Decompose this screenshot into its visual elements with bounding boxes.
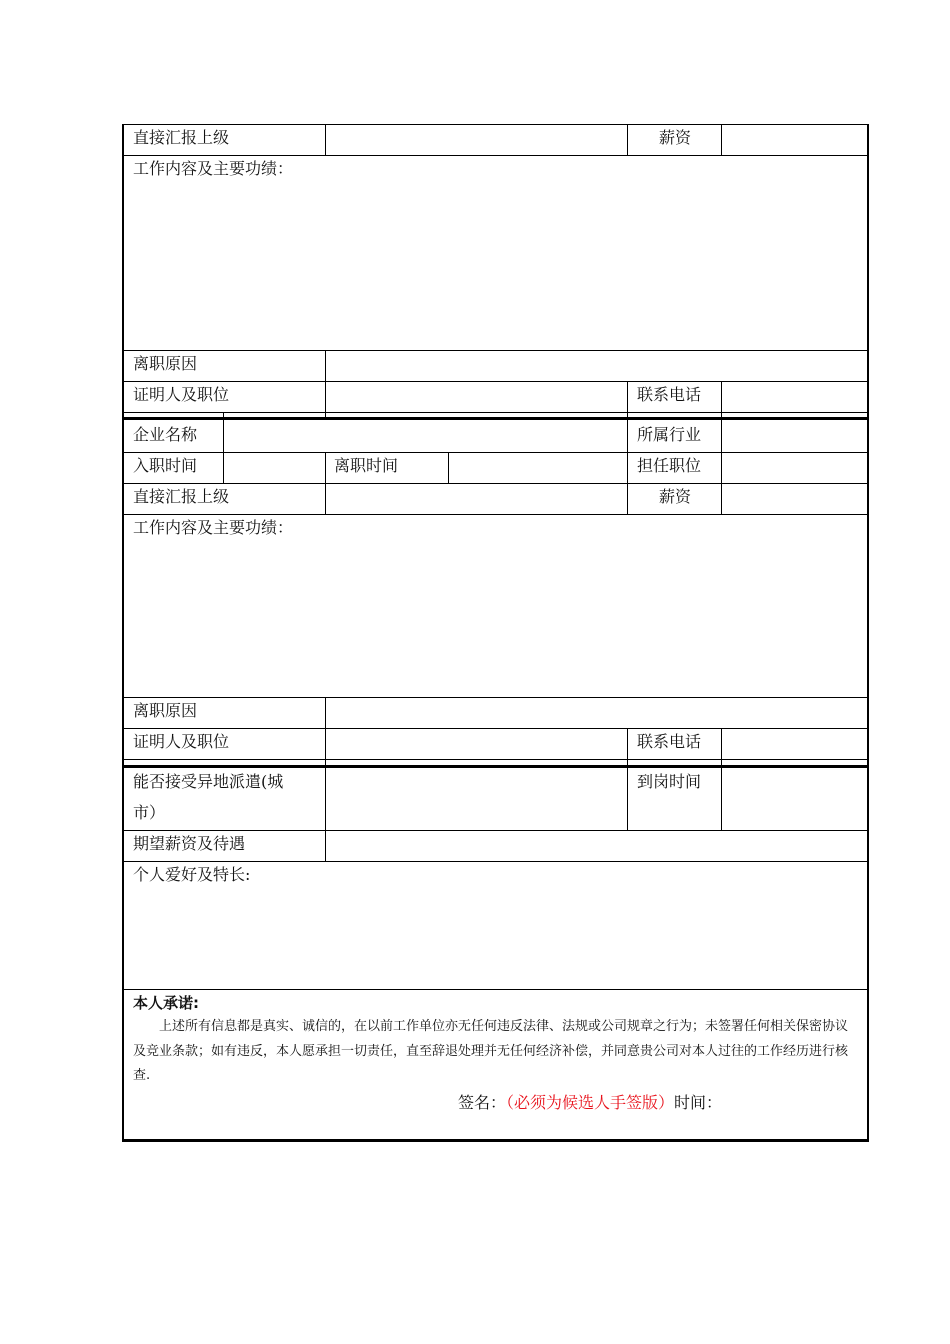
salary-label: 薪资 <box>659 128 692 147</box>
border-top <box>122 124 869 125</box>
contact-phone-label: 联系电话 <box>637 385 702 404</box>
relocation-label: 能否接受异地派遣(城 <box>133 772 284 791</box>
col-line <box>448 452 449 483</box>
row-line <box>122 483 869 484</box>
col-line <box>627 124 628 155</box>
section-divider-thick <box>122 417 869 420</box>
contact-phone-label: 联系电话 <box>637 732 702 751</box>
col-line <box>223 412 224 420</box>
row-line <box>122 381 869 382</box>
work-content-label: 工作内容及主要功绩： <box>133 518 294 537</box>
commitment-title: 本人承诺: <box>133 994 199 1012</box>
time-label: 时间： <box>674 1093 723 1112</box>
row-line <box>122 350 869 351</box>
col-line <box>325 452 326 514</box>
col-line <box>627 381 628 420</box>
col-line <box>325 350 326 420</box>
col-line <box>325 697 326 768</box>
expected-salary-label: 期望薪资及待遇 <box>133 834 246 853</box>
row-line <box>122 861 869 862</box>
row-line <box>122 155 869 156</box>
section-divider <box>122 759 869 760</box>
border-bottom <box>122 1139 869 1142</box>
start-time-label: 入职时间 <box>133 456 198 475</box>
company-name-label: 企业名称 <box>133 425 198 444</box>
reference-label: 证明人及职位 <box>133 385 230 404</box>
col-line <box>325 768 326 861</box>
border-right <box>867 124 869 1142</box>
leave-reason-label: 离职原因 <box>133 354 198 373</box>
leave-time-label: 离职时间 <box>334 456 399 475</box>
col-line <box>721 381 722 420</box>
leave-reason-label: 离职原因 <box>133 701 198 720</box>
border-left <box>122 124 124 1142</box>
work-content-label: 工作内容及主要功绩： <box>133 159 294 178</box>
section-divider <box>122 412 869 413</box>
col-line <box>627 728 628 768</box>
col-line <box>325 124 326 155</box>
commitment-text: 上述所有信息都是真实、诚信的，在以前工作单位亦无任何违反法律、法规或公司规章之行为；未签署任何相关保密协议及竞业条款；如有违反，本人愿承担一切责任，直至辞退处理并无任何经济补偿，并同意贵公司对本人过往的工作经历进行核查. <box>133 1019 849 1083</box>
hobbies-label: 个人爱好及特长: <box>133 865 251 884</box>
col-line <box>223 420 224 483</box>
col-line <box>721 124 722 155</box>
col-line <box>627 768 628 830</box>
row-line <box>122 452 869 453</box>
row-line <box>122 830 869 831</box>
row-line <box>122 697 869 698</box>
application-form <box>122 124 869 1142</box>
relocation-label-cont: 市） <box>133 803 166 822</box>
col-line <box>721 768 722 830</box>
position-label: 担任职位 <box>637 456 702 475</box>
section-divider-thick <box>122 765 869 768</box>
sign-label: 签名： <box>458 1093 507 1112</box>
supervisor-label: 直接汇报上级 <box>133 128 230 147</box>
row-line <box>122 514 869 515</box>
arrival-time-label: 到岗时间 <box>637 772 702 791</box>
col-line <box>721 420 722 514</box>
col-line <box>627 420 628 514</box>
industry-label: 所属行业 <box>637 425 702 444</box>
row-line <box>122 728 869 729</box>
col-line <box>721 728 722 768</box>
salary-label: 薪资 <box>659 487 692 506</box>
row-line <box>122 989 869 990</box>
signature-line <box>458 1094 722 1112</box>
supervisor-label: 直接汇报上级 <box>133 487 230 506</box>
sign-note: （必须为候选人手签版） <box>506 1093 675 1112</box>
reference-label: 证明人及职位 <box>133 732 230 751</box>
